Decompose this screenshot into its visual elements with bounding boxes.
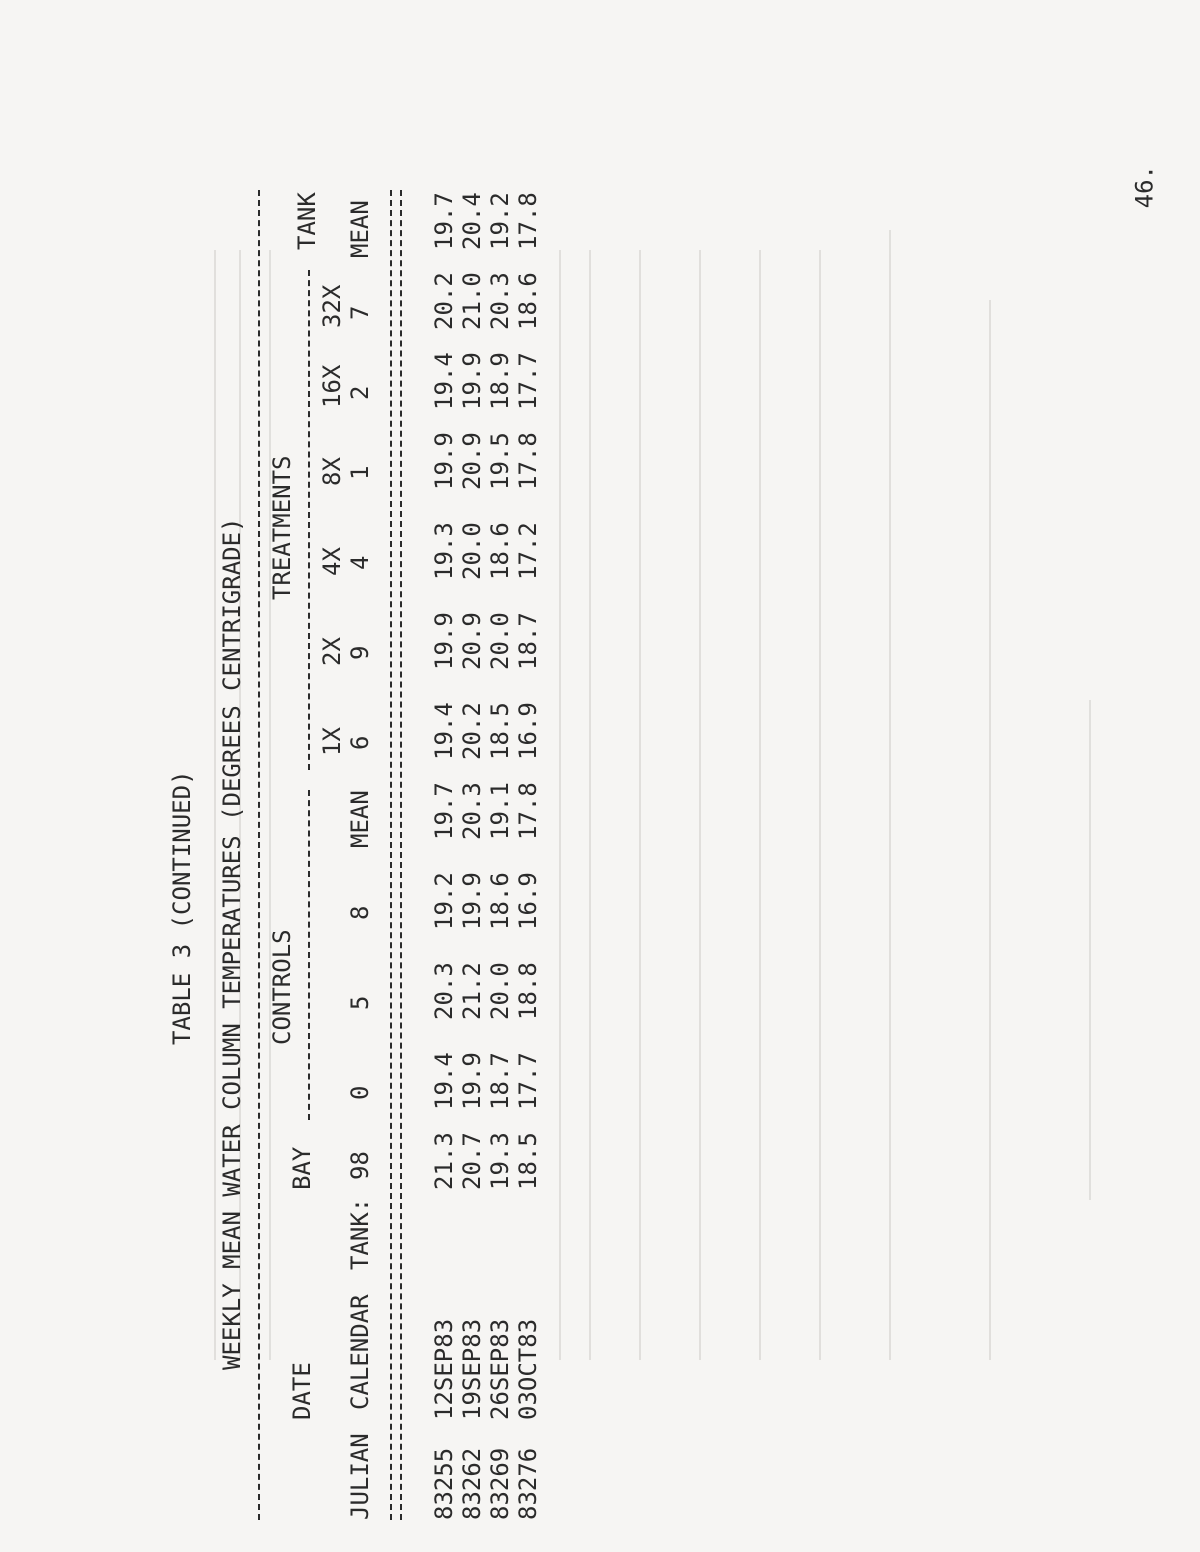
table-cell: 19.9: [458, 1052, 486, 1110]
row-julian: 83255: [430, 1447, 458, 1520]
row-julian: 83269: [486, 1447, 514, 1520]
table-cell: 17.2: [514, 522, 542, 580]
row-calendar: 19SEP83: [458, 1318, 486, 1420]
table-cell: 18.5: [514, 1132, 542, 1190]
table-cell: 19.9: [458, 352, 486, 410]
table-cell: 19.3: [486, 1132, 514, 1190]
table-cell: 19.2: [430, 872, 458, 930]
col-top-4x: 4X: [318, 547, 346, 576]
table-cell: 19.9: [430, 432, 458, 490]
header-date: DATE: [288, 1362, 316, 1420]
table-cell: 18.5: [486, 702, 514, 760]
header-calendar: CALENDAR: [346, 1294, 374, 1410]
table-cell: 18.7: [486, 1052, 514, 1110]
row-calendar: 26SEP83: [486, 1318, 514, 1420]
table-cell: 18.9: [486, 352, 514, 410]
col-bottom-4: 4: [346, 555, 374, 570]
col-bottom-6: 6: [346, 735, 374, 750]
table-subtitle: WEEKLY MEAN WATER COLUMN TEMPERATURES (DEGREES CENTRIGRADE): [218, 517, 246, 1370]
header-controls: CONTROLS: [268, 929, 296, 1045]
table-cell: 20.9: [458, 612, 486, 670]
table-cell: 19.5: [486, 432, 514, 490]
col-top-32x: 32X: [318, 284, 346, 328]
table-cell: 21.2: [458, 962, 486, 1020]
col-bottom-5: 5: [346, 995, 374, 1010]
col-bottom-2: 2: [346, 385, 374, 400]
table-cell: 19.4: [430, 702, 458, 760]
col-bottom-98: 98: [346, 1151, 374, 1180]
table-cell: 17.8: [514, 782, 542, 840]
table-cell: 18.6: [486, 522, 514, 580]
header-tank: TANK: [293, 192, 321, 250]
col-bottom-9: 9: [346, 645, 374, 660]
row-julian: 83276: [514, 1447, 542, 1520]
table-body: [170, 120, 1070, 1520]
table-cell: 20.0: [486, 612, 514, 670]
col-bottom-7: 7: [346, 305, 374, 320]
table-cell: 17.7: [514, 1052, 542, 1110]
page-number: 46.: [1130, 165, 1158, 209]
col-bottom-1: 1: [346, 465, 374, 480]
table-cell: 19.7: [430, 782, 458, 840]
col-top-2x: 2X: [318, 637, 346, 666]
table-cell: 19.4: [430, 1052, 458, 1110]
table-cell: 20.9: [458, 432, 486, 490]
table-cell: 19.4: [430, 352, 458, 410]
table-cell: 16.9: [514, 702, 542, 760]
col-bottom-0: 0: [346, 1085, 374, 1100]
table-cell: 21.0: [458, 272, 486, 330]
table-cell: 19.7: [430, 192, 458, 250]
table-cell: 18.6: [514, 272, 542, 330]
col-top-16x: 16X: [318, 364, 346, 408]
col-top-8x: 8X: [318, 457, 346, 486]
col-top-1x: 1X: [318, 727, 346, 756]
col-bottom-mean: MEAN: [346, 790, 374, 848]
table-cell: 20.7: [458, 1132, 486, 1190]
table-cell: 19.9: [430, 612, 458, 670]
row-calendar: 03OCT83: [514, 1318, 542, 1420]
table-cell: 20.0: [486, 962, 514, 1020]
table-cell: 17.8: [514, 432, 542, 490]
table-cell: 20.3: [458, 782, 486, 840]
table-cell: 18.8: [514, 962, 542, 1020]
table-cell: 19.9: [458, 872, 486, 930]
table-cell: 17.8: [514, 192, 542, 250]
table-cell: 20.4: [458, 192, 486, 250]
table-cell: 20.3: [486, 272, 514, 330]
table-cell: 21.3: [430, 1132, 458, 1190]
table-title: TABLE 3 (CONTINUED): [168, 770, 196, 1045]
table-cell: 20.2: [458, 702, 486, 760]
table-cell: 18.6: [486, 872, 514, 930]
table-cell: 18.7: [514, 612, 542, 670]
table-cell: 20.2: [430, 272, 458, 330]
row-julian: 83262: [458, 1447, 486, 1520]
col-bottom-8: 8: [346, 905, 374, 920]
table-cell: 19.1: [486, 782, 514, 840]
table-cell: 16.9: [514, 872, 542, 930]
table-cell: 19.2: [486, 192, 514, 250]
table-cell: 20.0: [458, 522, 486, 580]
row-calendar: 12SEP83: [430, 1318, 458, 1420]
table-cell: 20.3: [430, 962, 458, 1020]
header-treatments: TREATMENTS: [268, 455, 296, 600]
table-cell: 19.3: [430, 522, 458, 580]
table-cell: 17.7: [514, 352, 542, 410]
header-julian: JULIAN: [346, 1433, 374, 1520]
header-tank-label: TANK:: [346, 1197, 374, 1270]
col-bottom-tank-mean: MEAN: [346, 200, 374, 258]
header-bay: BAY: [288, 1146, 316, 1190]
